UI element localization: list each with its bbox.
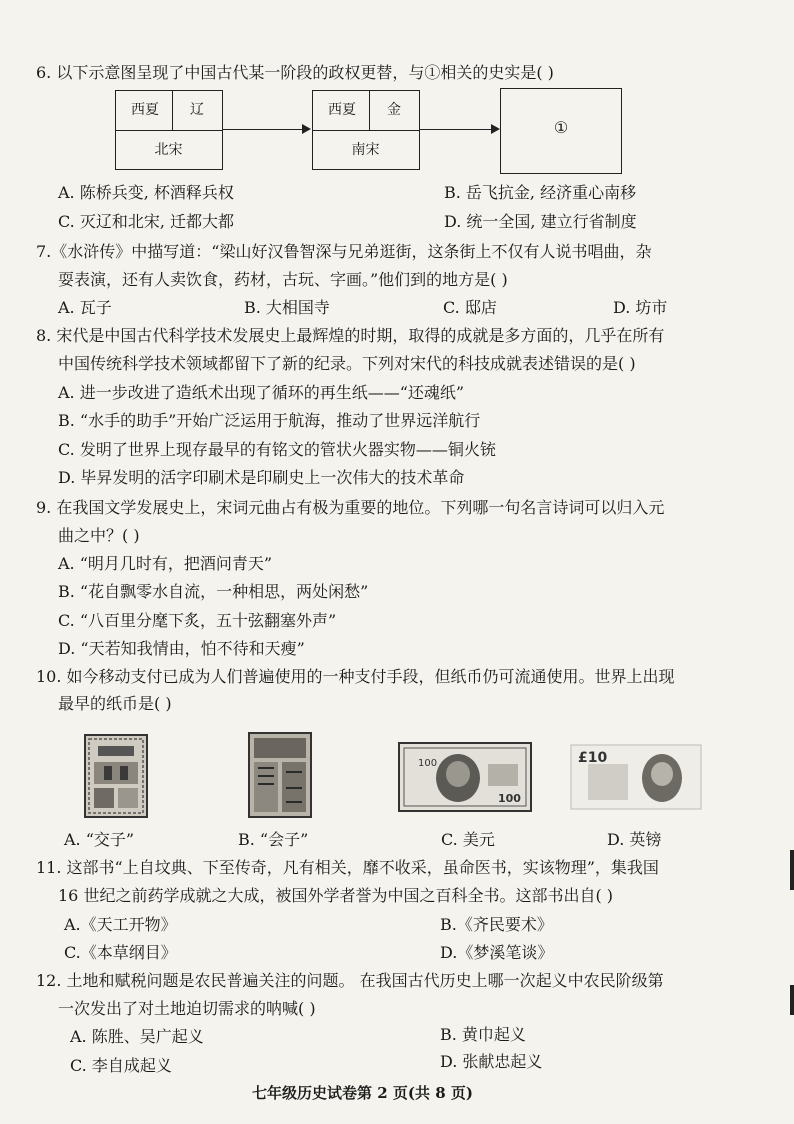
q9-option-c: C. “八百里分麾下炙，五十弦翻塞外声”: [58, 611, 337, 630]
q12-option-d: D. 张献忠起义: [440, 1052, 543, 1071]
q7-option-c: C. 邸店: [443, 298, 497, 317]
q12-option-c: C. 李自成起义: [70, 1056, 172, 1075]
q12-option-b: B. 黄巾起义: [440, 1025, 526, 1044]
q9-option-d: D. “天若知我情由，怕不待和天瘦”: [58, 639, 305, 658]
huizi-image: [248, 732, 312, 818]
q7-option-a: A. 瓦子: [58, 298, 112, 317]
q10-stem-line1: 10. 如今移动支付已成为人们普遍使用的一种支付手段，但纸币仍可流通使用。世界上出现: [36, 667, 675, 686]
scan-edge-mark-1: [790, 850, 794, 890]
diagram-southern-song: 南宋: [351, 142, 380, 158]
q8-stem-line1: 8. 宋代是中国古代科学技术发展史上最辉煌的时期，取得的成就是多方面的，几乎在所有: [36, 326, 665, 345]
diagram-jin: 金: [387, 102, 401, 118]
q12-stem-line2: 一次发出了对土地迫切需求的呐喊( ): [58, 999, 316, 1018]
q11-stem-line1: 11. 这部书“上自坟典、下至传奇，凡有相关，靡不收采，虽命医书，实该物理”，集我国: [36, 858, 659, 877]
q7-option-d: D. 坊市: [613, 298, 668, 317]
british-pound-numeral: £10: [578, 750, 608, 766]
us-dollar-numeral-left: 100: [418, 758, 438, 769]
diagram-northern-song: 北宋: [154, 142, 183, 158]
q12-stem-line1: 12. 土地和赋税问题是农民普遍关注的问题。 在我国古代历史上哪一次起义中农民阶级第: [36, 971, 664, 990]
q6-option-b: B. 岳飞抗金, 经济重心南移: [444, 183, 637, 202]
page-footer: 七年级历史试卷第 2 页(共 8 页): [252, 1084, 473, 1102]
british-pound-image: [570, 744, 702, 810]
q6-option-d: D. 统一全国, 建立行省制度: [444, 212, 637, 231]
diagram-xixia-2: 西夏: [328, 102, 356, 118]
q10-option-b: B. “会子”: [238, 830, 309, 849]
q11-option-c: C.《本草纲目》: [64, 943, 177, 962]
q10-option-a: A. “交子”: [64, 830, 135, 849]
q12-option-a: A. 陈胜、吴广起义: [70, 1027, 204, 1046]
jiaozi-image: [84, 734, 148, 818]
us-dollar-numeral-right: 100: [498, 792, 521, 805]
q8-option-c: C. 发明了世界上现存最早的有铭文的管状火器实物——铜火铳: [58, 440, 496, 459]
q11-stem-line2: 16 世纪之前药学成就之大成，被国外学者誉为中国之百科全书。这部书出自( ): [58, 886, 614, 905]
diagram-liao: 辽: [190, 102, 204, 118]
q11-option-a: A.《天工开物》: [64, 915, 177, 934]
q11-option-b: B.《齐民要术》: [440, 915, 553, 934]
scan-edge-mark-2: [790, 985, 794, 1015]
q7-stem-line2: 耍表演，还有人卖饮食，药材，古玩、字画。”他们到的地方是( ): [58, 270, 508, 289]
us-dollar-image: [398, 742, 532, 812]
diagram-circled-one: ①: [553, 118, 569, 137]
q6-option-c: C. 灭辽和北宋, 迁都大都: [58, 212, 235, 231]
q10-option-d: D. 英镑: [607, 830, 662, 849]
q8-stem-line2: 中国传统科学技术领域都留下了新的纪录。下列对宋代的科技成就表述错误的是( ): [58, 354, 636, 373]
q7-option-b: B. 大相国寺: [244, 298, 330, 317]
q9-stem-line2: 曲之中？( ): [58, 526, 140, 545]
q11-option-d: D.《梦溪笔谈》: [440, 943, 554, 962]
q10-stem-line2: 最早的纸币是( ): [58, 694, 172, 713]
diagram-xixia-1: 西夏: [131, 102, 159, 118]
q8-option-b: B. “水手的助手”开始广泛运用于航海，推动了世界远洋航行: [58, 411, 481, 430]
q10-option-c: C. 美元: [441, 830, 495, 849]
q6-stem: 6. 以下示意图呈现了中国古代某一阶段的政权更替，与①相关的史实是( ): [36, 63, 554, 82]
q6-option-a: A. 陈桥兵变, 杯酒释兵权: [58, 183, 234, 202]
q9-stem-line1: 9. 在我国文学发展史上，宋词元曲占有极为重要的地位。下列哪一句名言诗词可以归入元: [36, 498, 665, 517]
q7-stem-line1: 7.《水浒传》中描写道：“梁山好汉鲁智深与兄弟逛街，这条街上不仅有人说书唱曲，杂: [36, 242, 652, 261]
q9-option-b: B. “花自飘零水自流，一种相思，两处闲愁”: [58, 582, 369, 601]
q8-option-d: D. 毕昇发明的活字印刷术是印刷史上一次伟大的技术革命: [58, 468, 465, 487]
q9-option-a: A. “明月几时有，把酒问青天”: [58, 554, 273, 573]
q8-option-a: A. 进一步改进了造纸术出现了循环的再生纸——“还魂纸”: [58, 383, 465, 402]
